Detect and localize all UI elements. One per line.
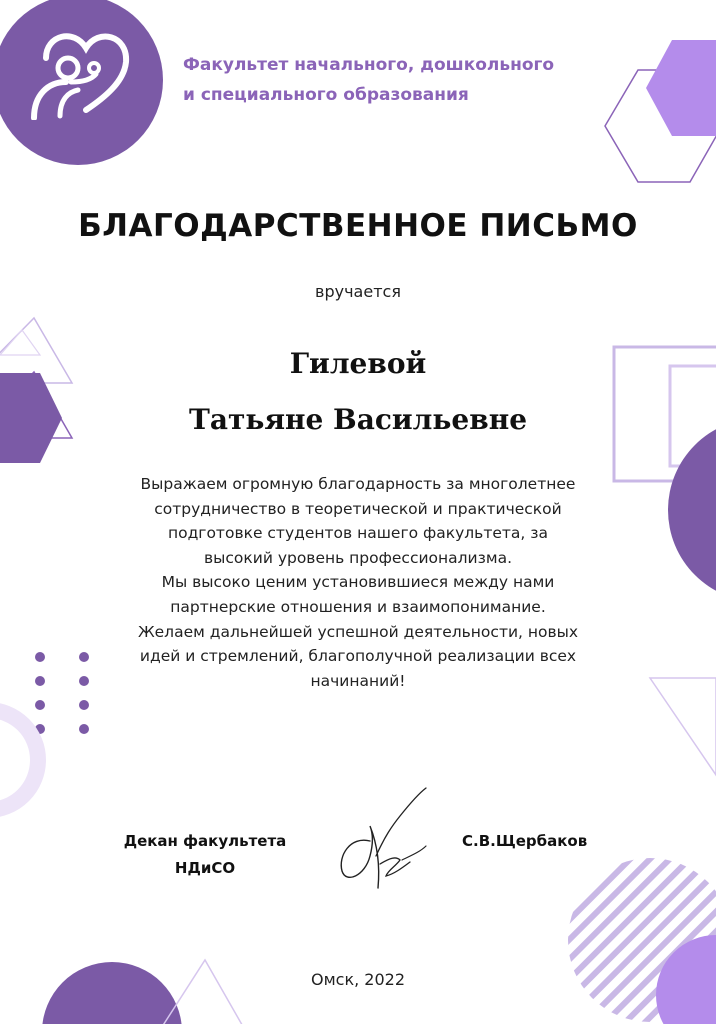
letter-title: БЛАГОДАРСТВЕННОЕ ПИСЬМО <box>78 208 638 244</box>
recipient-name: Татьяне Васильевне <box>188 403 528 436</box>
right-circle <box>668 418 716 602</box>
handwritten-signature <box>330 786 440 896</box>
left-ring <box>0 710 38 810</box>
position-line: НДиСО <box>174 859 236 877</box>
recipient-surname: Гилевой <box>289 347 427 380</box>
body-line: высокий уровень профессионализма. <box>204 548 512 567</box>
body-line: партнерские отношения и взаимопонимание. <box>170 597 546 616</box>
signatory-name: С.В.Щербаков <box>462 832 588 850</box>
letter-body <box>100 472 616 693</box>
right-triangle-outline <box>650 678 716 775</box>
signatory-position <box>105 828 305 882</box>
faculty-name <box>183 50 663 110</box>
body-line: идей и стремлений, благополучной реализации всех <box>139 647 577 666</box>
position-line: Декан факультета <box>123 832 287 850</box>
faculty-line: Факультет начального, дошкольного <box>183 55 555 75</box>
body-line: Выражаем огромную благодарность за многолетнее <box>140 475 576 493</box>
city-year: Омск, 2022 <box>310 970 405 989</box>
body-line: начинаний! <box>310 671 406 690</box>
body-line: сотрудничество в теоретической и практической <box>154 499 562 518</box>
awarded-text: вручается <box>315 282 401 301</box>
body-line: Мы высоко ценим установившиеся между нами <box>161 573 555 592</box>
heart-person-icon <box>16 20 136 120</box>
dot-grid <box>35 652 89 734</box>
body-line: Желаем дальнейшей успешной деятельности, новых <box>137 622 579 641</box>
body-line: подготовке студентов нашего факультета, за <box>167 524 549 543</box>
faculty-line: и специального образования <box>183 85 469 105</box>
